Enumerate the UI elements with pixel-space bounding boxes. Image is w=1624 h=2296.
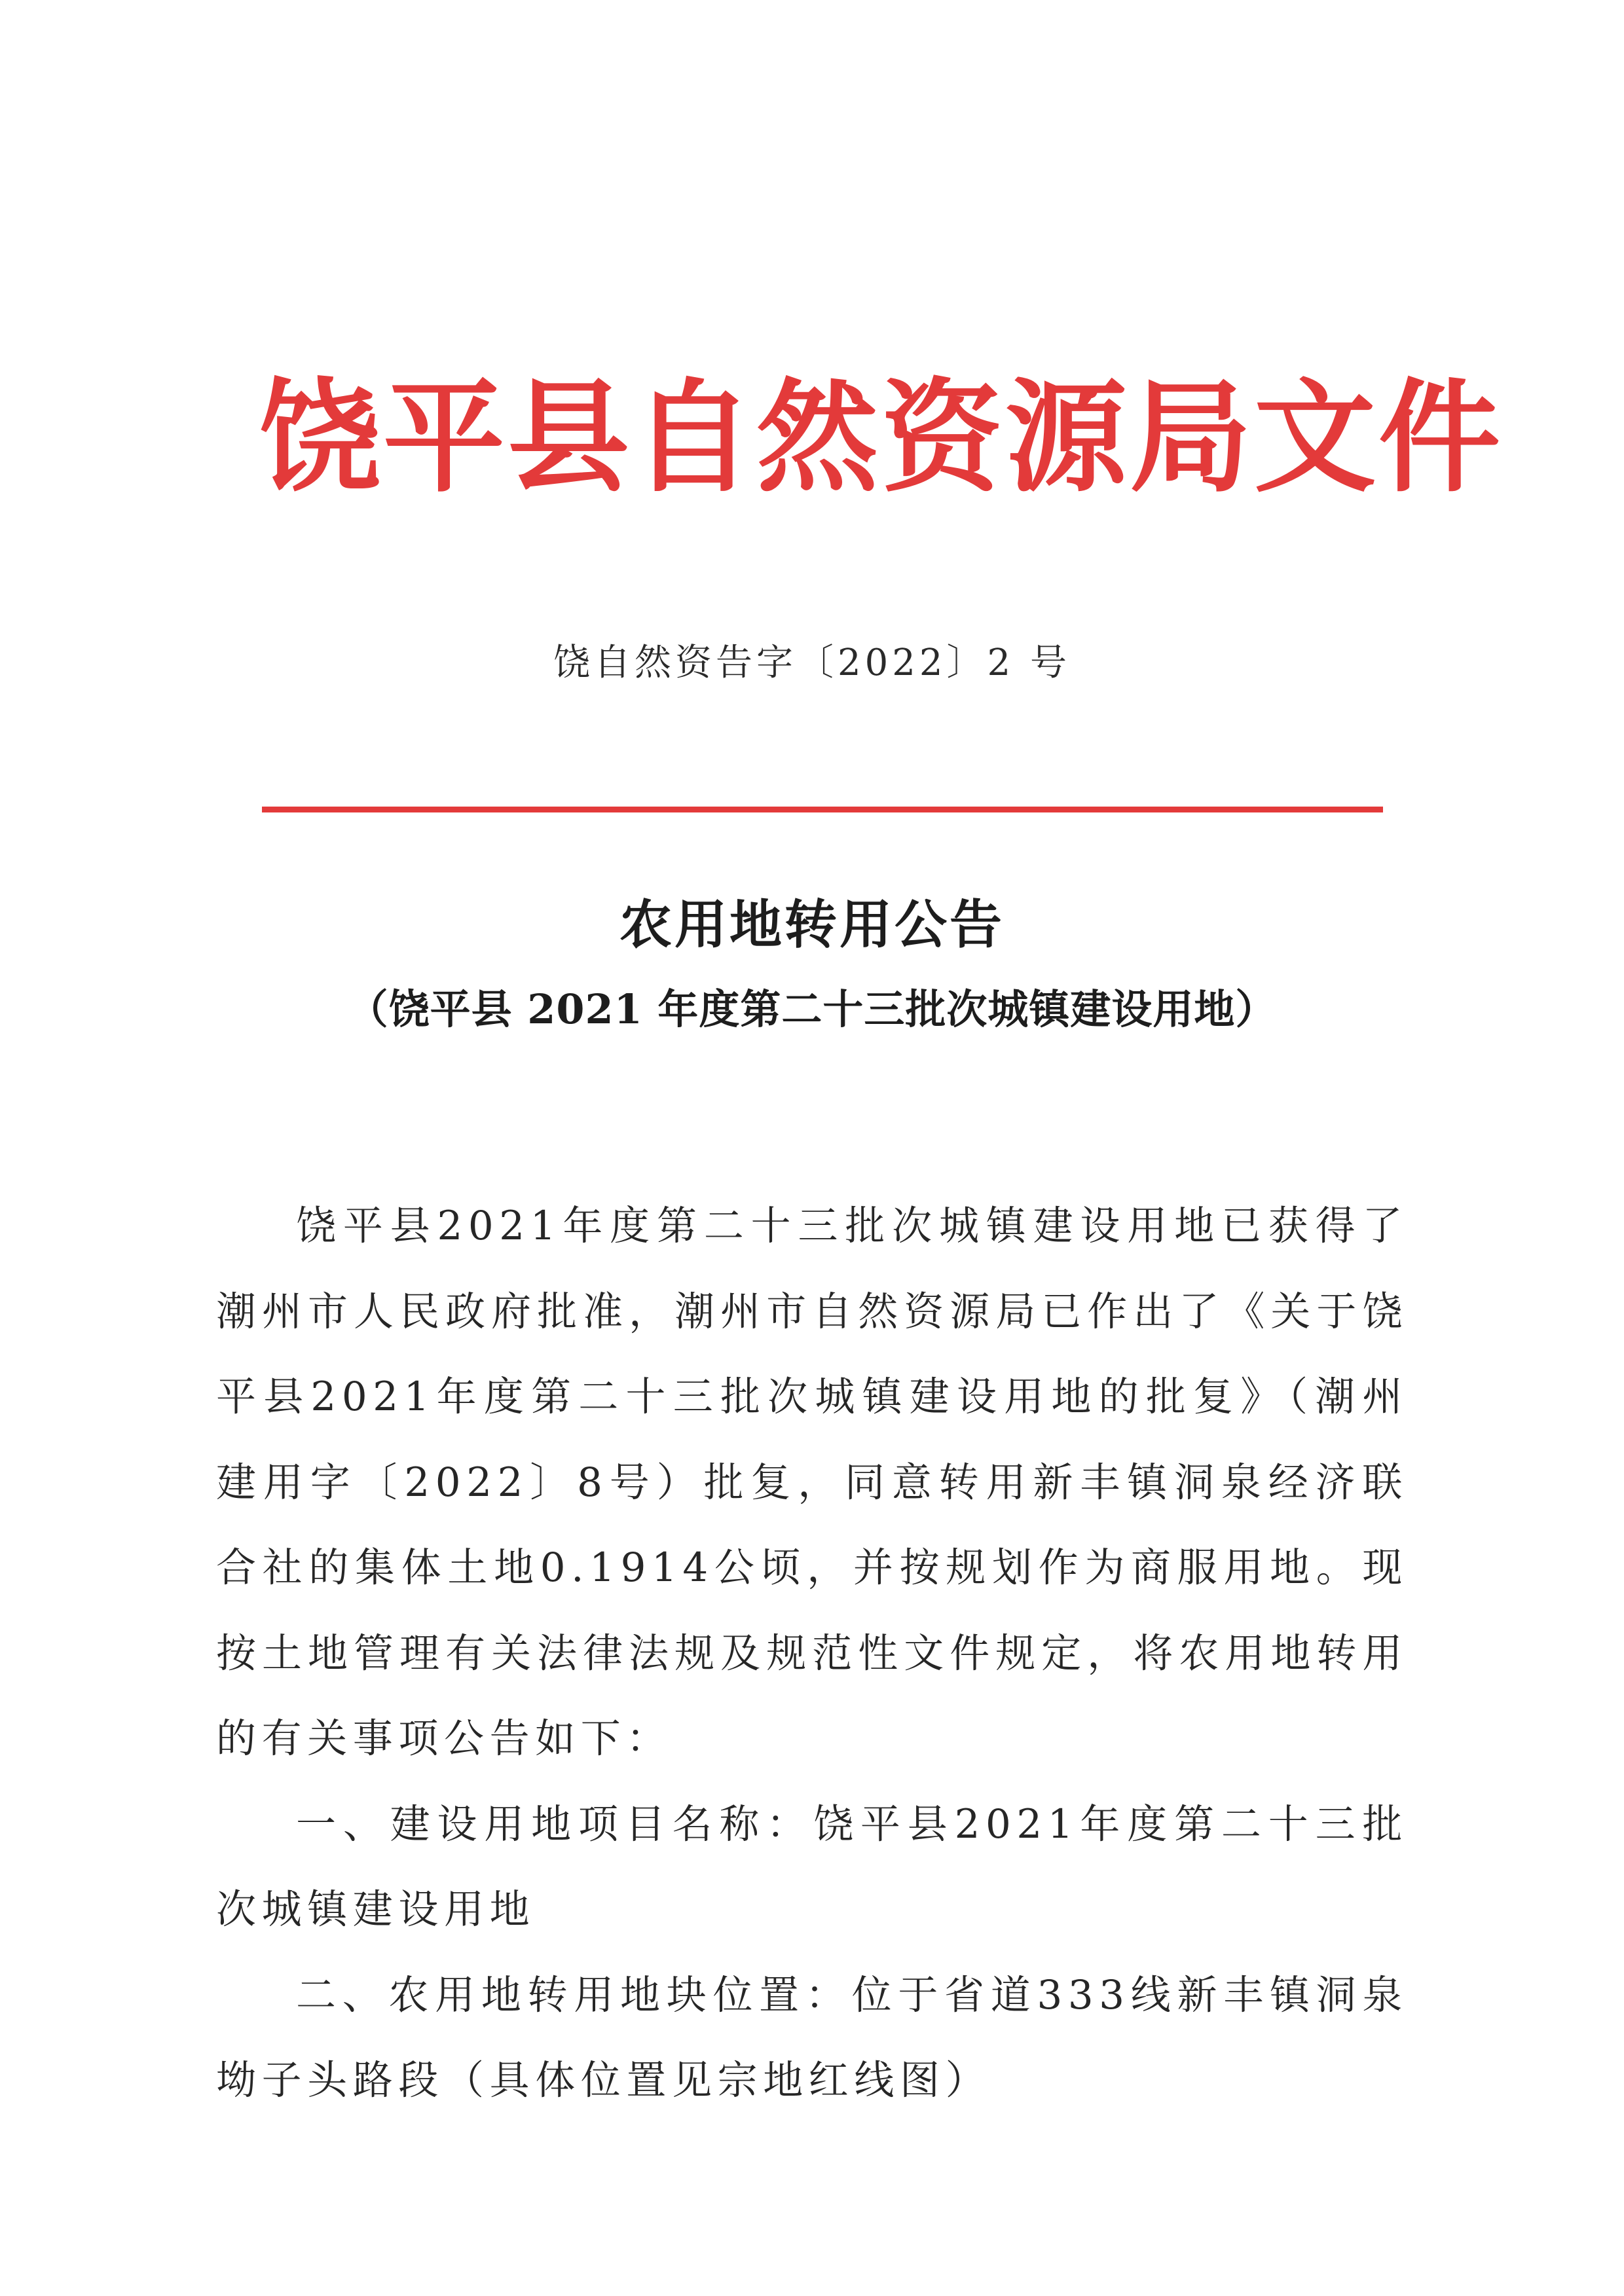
body-paragraph-item-2: 二、农用地转用地块位置：位于省道333线新丰镇洞泉坳子头路段（具体位置见宗地红线图） [216, 1971, 1408, 2104]
issuer-masthead: 饶平县自然资源局文件 [259, 365, 1504, 509]
red-divider-rule [262, 807, 1383, 812]
notice-subtitle: （饶平县 2021 年度第二十三批次城镇建设用地） [347, 985, 1277, 1033]
body-paragraph-item-1: 一、建设用地项目名称：饶平县2021年度第二十三批次城镇建设用地 [216, 1800, 1408, 1933]
notice-body [216, 1184, 1408, 2124]
notice-title: 农用地转用公告 [619, 894, 1005, 955]
body-paragraph-intro: 饶平县2021年度第二十三批次城镇建设用地已获得了潮州市人民政府批准，潮州市自然资源局已作出了《关于饶平县2021年度第二十三批次城镇建设用地的批复》（潮州建用字〔2022〕8号）批复，同意转用新丰镇洞泉经济联合社的集体土地0.1914公顷，并按规划作为商服用地。现按土地管理有关法律法规及规范性文件规定，将农用地转用的有关事项公告如下： [216, 1203, 1408, 1762]
document-number: 饶自然资告字〔2022〕2 号 [553, 642, 1071, 684]
